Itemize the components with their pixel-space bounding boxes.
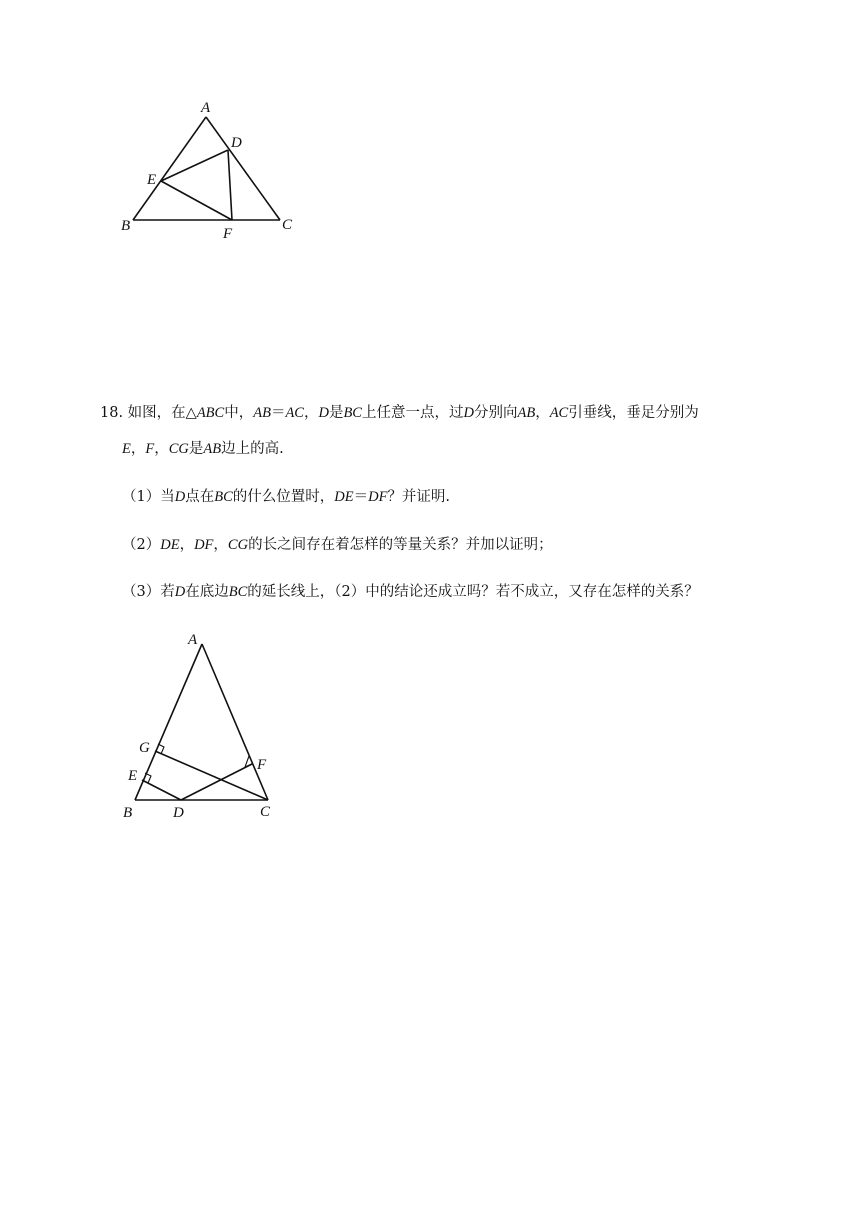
label-C: C: [282, 217, 293, 233]
segment-AB: [135, 644, 202, 800]
question-2: （2）DE，DF，CG的长之间存在着怎样的等量关系？并加以证明；: [122, 537, 553, 553]
segment-AB: [133, 117, 206, 220]
segment-EF: [161, 181, 232, 220]
label-A: A: [201, 100, 211, 116]
label-D: D: [231, 135, 242, 151]
figure-1-triangle: [110, 95, 310, 245]
segment-DF: [181, 764, 252, 800]
label-C: C: [260, 804, 271, 820]
label-F: F: [223, 226, 233, 242]
label-E: E: [128, 768, 138, 784]
segment-AC: [206, 117, 280, 220]
figure-1-svg: [110, 95, 310, 245]
problem-number: 18.: [100, 405, 124, 421]
problem-18-stem-line1: 18. 如图，在△ABC中，AB＝AC，D是BC上任意一点，过D分别向AB，AC引垂线，垂足分别为: [100, 405, 699, 421]
segment-DF: [228, 150, 232, 220]
figure-2-svg: [115, 628, 290, 828]
problem-18-stem-line2: E，F，CG是AB边上的高.: [122, 441, 284, 457]
question-1: （1）当D点在BC的什么位置时，DE＝DF？并证明.: [122, 489, 451, 505]
question-3: （3）若D在底边BC的延长线上，（2）中的结论还成立吗？若不成立，又存在怎样的关系？: [122, 584, 699, 600]
label-A: A: [188, 632, 198, 648]
label-G: G: [139, 740, 150, 756]
label-F: F: [257, 757, 267, 773]
label-D: D: [173, 805, 184, 821]
label-B: B: [123, 805, 133, 821]
figure-2-triangle: [115, 628, 290, 828]
label-E: E: [147, 172, 157, 188]
segment-AC: [202, 644, 268, 800]
label-B: B: [121, 218, 131, 234]
segment-DE: [142, 780, 181, 800]
